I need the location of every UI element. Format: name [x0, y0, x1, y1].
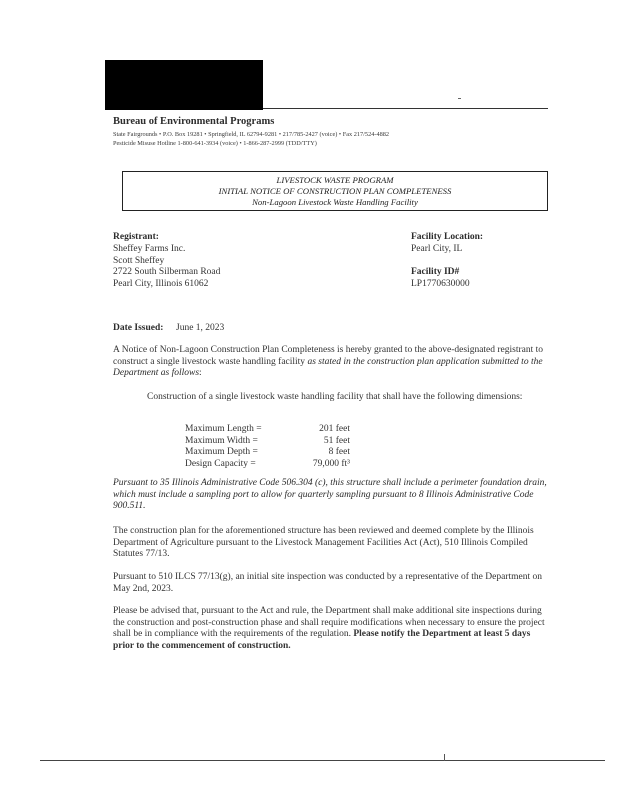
registrant-name: Sheffey Farms Inc. [113, 244, 186, 254]
review-paragraph: The construction plan for the aforementioned structure has been reviewed and deemed complete by the Illinois Department of Agriculture pursuant to the Livestock Management Facilities Act (Act), 510 Illinois Compiled Statutes 77/13. [113, 526, 534, 560]
perimeter-drain-paragraph [113, 478, 548, 513]
grant-text-italic: as stated in the construction plan application submitted to the Department as follows [113, 356, 543, 379]
registrant-label: Registrant: [113, 232, 159, 242]
facility-location-label: Facility Location: [411, 232, 484, 242]
registrant-street: 2722 South Silberman Road [113, 267, 221, 277]
advisory-paragraph [113, 606, 548, 653]
footer-tick [444, 754, 445, 761]
footer-rule [40, 760, 605, 761]
facility-type-title: Non-Lagoon Livestock Waste Handling Facility [252, 197, 418, 207]
grant-text: A Notice of Non-Lagoon Construction Plan Completeness is hereby granted to the above-designated registrant to construct a single livestock waste handling facility [113, 345, 544, 367]
perimeter-drain-text: Pursuant to 35 Illinois Administrative Code 506.304 (c), this structure shall include a perimeter foundation drain, which must include a sampling port to allow for quarterly sampling pursuant to 8 Illinois Administrative Code 900.511. [113, 478, 547, 512]
dimension-label: Maximum Length = [185, 424, 262, 434]
registrant-contact: Scott Sheffey [113, 256, 165, 266]
notice-title: INITIAL NOTICE OF CONSTRUCTION PLAN COMPLETENESS [218, 186, 452, 196]
dimension-value: 79,000 ft³ [312, 458, 350, 469]
dimension-label: Maximum Width = [185, 435, 258, 446]
dimension-value: 51 feet [323, 435, 350, 446]
dimension-label: Design Capacity = [185, 458, 256, 469]
dimension-label: Maximum Depth = [185, 447, 258, 458]
advisory-notify-text: Please notify the Department at least 5 days prior to the commencement of construction. [113, 629, 531, 652]
facility-id-value: LP1770630000 [411, 279, 470, 289]
inspection-paragraph: Pursuant to 510 ILCS 77/13(g), an initial site inspection was conducted by a representative of the Department on May 2nd, 2023. [113, 572, 542, 594]
grant-paragraph [113, 345, 548, 380]
bureau-address-line: State Fairgrounds • P.O. Box 19281 • Springfield, IL 62794-9281 • 217/785-2427 (voice) • Fax 217/524-4882 [113, 131, 390, 138]
facility-location-value: Pearl City, IL [411, 244, 463, 254]
scan-speck [458, 98, 461, 99]
dimension-value: 8 feet [328, 447, 350, 458]
redacted-logo-block [105, 60, 263, 110]
header-rule [263, 108, 548, 109]
dimension-value: 201 feet [319, 424, 350, 434]
grant-text-end: : [199, 368, 202, 379]
facility-id-label: Facility ID# [411, 267, 460, 277]
notice-title-box [122, 171, 548, 211]
date-issued-label: Date Issued: [113, 323, 164, 333]
hotline-line: Pesticide Misuse Hotline 1-800-641-3934 (voice) • 1-866-287-2999 (TDD/TTY) [113, 140, 317, 147]
date-issued-value: June 1, 2023 [176, 323, 225, 333]
registrant-city: Pearl City, Illinois 61062 [113, 279, 209, 289]
advisory-text: Please be advised that, pursuant to the Act and rule, the Department shall make additional site inspections during the construction and post-construction phase and shall require modifications when necessary to ensure the project shall be in compliance with the requirements of the regulation. [113, 606, 545, 640]
construction-paragraph: Construction of a single livestock waste handling facility that shall have the following dimensions: [147, 392, 523, 402]
program-title: LIVESTOCK WASTE PROGRAM [276, 175, 394, 185]
bureau-title: Bureau of Environmental Programs [113, 116, 275, 127]
